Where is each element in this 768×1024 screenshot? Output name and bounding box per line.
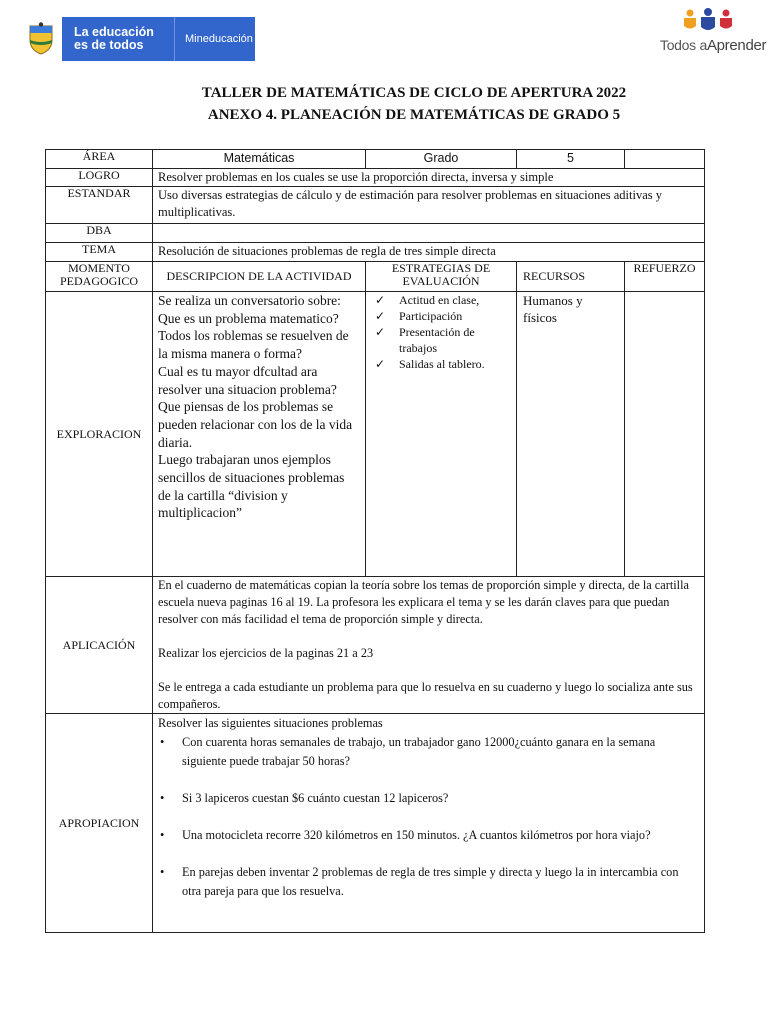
page-title: TALLER DE MATEMÁTICAS DE CICLO DE APERTURA 2022 — [201, 85, 627, 101]
estrategia-text: Participación — [399, 309, 463, 323]
gov-slogan-line1: La educación — [74, 25, 154, 39]
estrategia-text: Actitud en clase, — [399, 293, 480, 307]
checkmark-icon: ✓ — [375, 325, 386, 339]
todos-a-aprender-logo — [660, 8, 767, 62]
table-header-row — [46, 262, 705, 292]
aplicacion-label: APLICACIÓN — [46, 577, 153, 714]
checkmark-icon: ✓ — [375, 293, 386, 307]
dba-value — [153, 224, 705, 243]
list-item — [375, 308, 511, 324]
exploracion-line: Que piensas de los problemas se pueden relacionar con los de la vida diaria. — [158, 399, 353, 450]
page-subtitle: ANEXO 4. PLANEACIÓN DE MATEMÁTICAS DE GRADO 5 — [207, 107, 621, 123]
list-item — [375, 324, 511, 356]
table-row-logro — [46, 169, 705, 187]
table-row-dba — [46, 224, 705, 243]
estandar-value: Uso diversas estrategias de cálculo y de estimación para resolver problemas en situaciones aditivas y multiplicativas. — [153, 187, 705, 224]
grado-label: Grado — [366, 150, 517, 169]
list-item — [158, 826, 699, 845]
estandar-label: ESTANDAR — [46, 187, 153, 224]
bullet-icon: • — [160, 865, 165, 879]
exploracion-line: Se realiza un conversatorio sobre: — [158, 293, 341, 308]
table-row-area — [46, 150, 705, 169]
planning-table — [45, 149, 705, 933]
problem-text: En parejas deben inventar 2 problemas de regla de tres simple y directa y luego la in intercambia con otra pareja para que los resuelva. — [182, 865, 679, 898]
checkmark-icon: ✓ — [375, 309, 386, 323]
exploracion-refuerzo — [625, 292, 705, 577]
list-item — [375, 356, 511, 372]
area-label: ÁREA — [46, 150, 153, 169]
exploracion-descripcion — [153, 292, 366, 577]
checkmark-icon: ✓ — [375, 357, 386, 371]
exploracion-line: Luego trabajaran unos ejemplos sencillos de situaciones problemas de la cartilla “division y multiplicacion” — [158, 452, 345, 521]
list-item — [158, 789, 699, 808]
exploracion-line: Cual es tu mayor dfcultad ara resolver una situacion problema? — [158, 363, 337, 397]
list-item — [375, 292, 511, 308]
tema-label: TEMA — [46, 243, 153, 262]
aplicacion-paragraph: Realizar los ejercicios de la paginas 21 a 23 — [158, 646, 374, 660]
aplicacion-paragraph: Se le entrega a cada estudiante un problema para que lo resuelva en su cuaderno y luego lo socializa ante sus compañeros. — [158, 680, 693, 711]
header-estrategias: ESTRATEGIAS DE EVALUACIÓN — [366, 262, 517, 292]
bullet-icon: • — [160, 791, 165, 805]
colombia-shield-icon — [20, 17, 62, 61]
apropiacion-content — [153, 714, 705, 933]
empty-cell — [625, 150, 705, 169]
estrategia-text: Presentación de trabajos — [399, 325, 475, 355]
dba-label: DBA — [46, 224, 153, 243]
problem-text: Con cuarenta horas semanales de trabajo, un trabajador gano 12000¿cuánto ganara en la semana siguiente puede trabajar 50 horas? — [182, 735, 656, 768]
header-refuerzo: REFUERZO — [625, 262, 705, 292]
program-name — [660, 37, 767, 54]
apropiacion-list — [158, 733, 699, 901]
list-item — [158, 733, 699, 771]
mineducacion-logo — [20, 17, 255, 61]
program-name-left: Todos a — [660, 37, 707, 53]
table-row-apropiacion — [46, 714, 705, 933]
logro-label: LOGRO — [46, 169, 153, 187]
bullet-icon: • — [160, 828, 165, 842]
header-descripcion: DESCRIPCION DE LA ACTIVIDAD — [153, 262, 366, 292]
gov-slogan — [62, 17, 174, 61]
apropiacion-intro: Resolver las siguientes situaciones problemas — [158, 716, 383, 730]
exploracion-line: Todos los roblemas se resuelven de la misma manera o forma? — [158, 328, 349, 362]
grado-value: 5 — [517, 150, 625, 169]
gov-brand: Mineducación — [174, 17, 255, 61]
program-name-right: Aprender — [706, 37, 767, 54]
apropiacion-label: APROPIACION — [46, 714, 153, 933]
bullet-icon: • — [160, 735, 165, 749]
header-momento: MOMENTO PEDAGOGICO — [46, 262, 153, 292]
people-icon — [673, 8, 743, 36]
table-row-estandar — [46, 187, 705, 224]
table-row-exploracion — [46, 292, 705, 577]
gov-slogan-line2: es de todos — [74, 38, 144, 52]
problem-text: Si 3 lapiceros cuestan $6 cuánto cuestan 12 lapiceros? — [182, 791, 449, 805]
problem-text: Una motocicleta recorre 320 kilómetros en 150 minutos. ¿A cuantos kilómetros por hora viajo? — [182, 828, 651, 842]
table-row-aplicacion — [46, 577, 705, 714]
estrategia-text: Salidas al tablero. — [399, 357, 485, 371]
area-value: Matemáticas — [153, 150, 366, 169]
tema-value: Resolución de situaciones problemas de regla de tres simple directa — [153, 243, 705, 262]
list-item — [158, 863, 699, 901]
logro-value: Resolver problemas en los cuales se use la proporción directa, inversa y simple — [153, 169, 705, 187]
estrategias-list — [371, 292, 511, 372]
exploracion-line: Que es un problema matematico? — [158, 310, 339, 326]
header-recursos: RECURSOS — [517, 262, 625, 292]
aplicacion-paragraph: En el cuaderno de matemáticas copian la teoría sobre los temas de proporción simple y directa, de la cartilla escuela nueva paginas 16 al 19. La profesora les explicara el tema y se les darán claves para que puedan resolver con más facilidad el tema de proporción simple y directa. — [158, 578, 689, 626]
table-row-tema — [46, 243, 705, 262]
exploracion-label: EXPLORACION — [46, 292, 153, 577]
exploracion-estrategias — [366, 292, 517, 577]
aplicacion-content — [153, 577, 705, 714]
exploracion-recursos: Humanos y físicos — [517, 292, 625, 577]
